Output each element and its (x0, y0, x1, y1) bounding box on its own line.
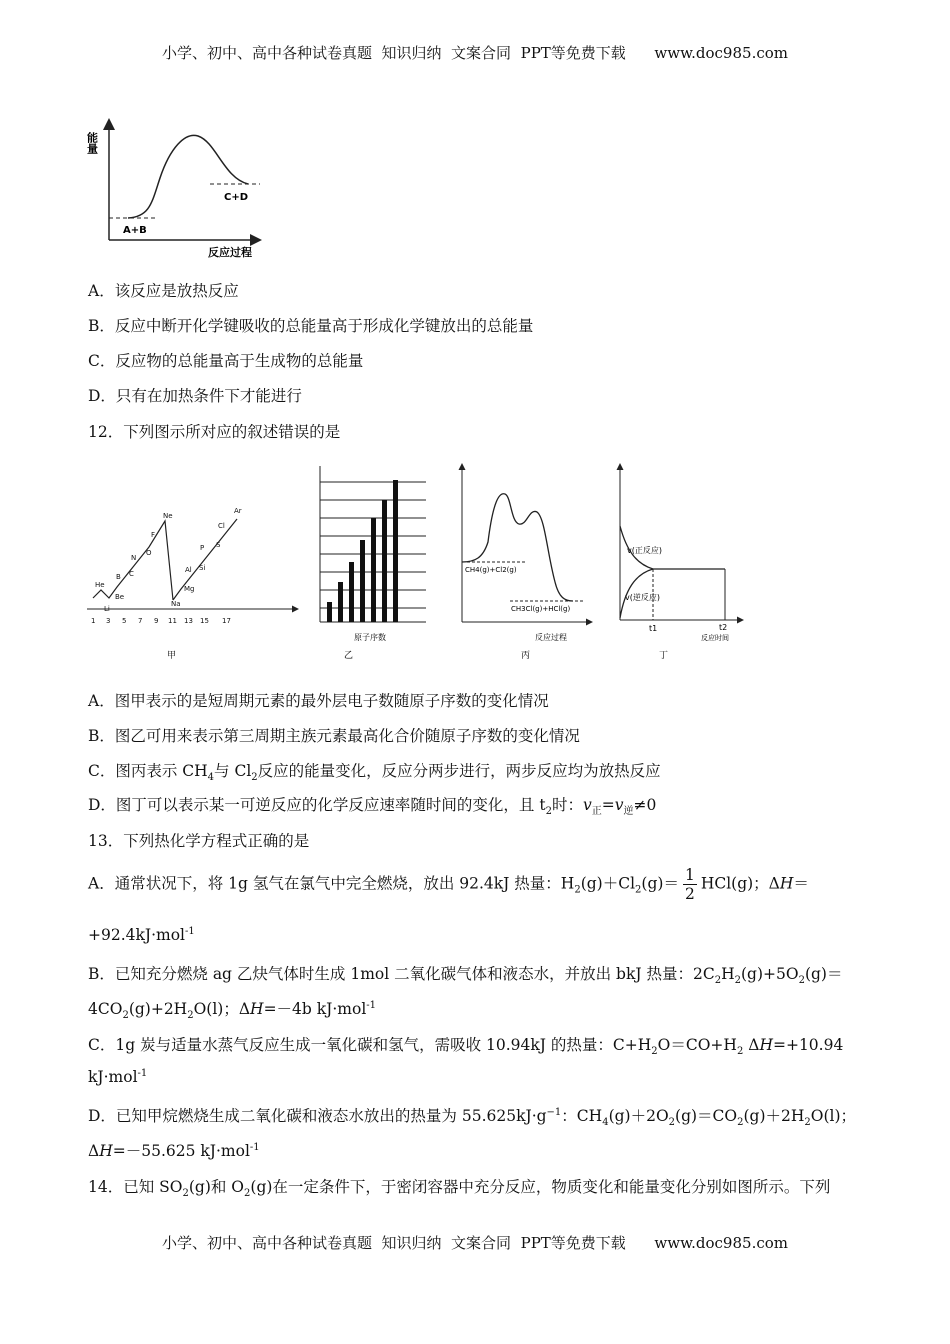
q11-option-a: A．该反应是放热反应 (88, 282, 239, 300)
tick-3: 3 (106, 617, 111, 625)
q13-option-a-line2: +92.4kJ·mol$^{-1}$ (88, 926, 195, 945)
q11-option-c: C．反应物的总能量高于生成物的总能量 (88, 352, 364, 370)
forward-label: v(正反应) (627, 546, 662, 555)
tick-17: 17 (222, 617, 231, 625)
element-li: Li (104, 605, 110, 613)
element-ne: Ne (163, 512, 173, 520)
element-f: F (151, 531, 156, 539)
q13-option-c-line2: kJ·mol$^{-1}$ (88, 1068, 148, 1087)
tick-7: 7 (138, 617, 143, 625)
element-p: P (200, 544, 205, 552)
bar-6 (382, 500, 387, 622)
bar-4 (360, 540, 365, 622)
x-axis-label: 反应时间 (701, 634, 729, 642)
page-header: 小学、初中、高中各种试卷真题 知识归纳 文案合同 PPT等免费下载 www.doc985.com (161, 44, 788, 62)
element-ar: Ar (234, 507, 242, 515)
tick-15: 15 (200, 617, 209, 625)
page-footer: 小学、初中、高中各种试卷真题 知识归纳 文案合同 PPT等免费下载 www.doc985.com (161, 1234, 788, 1252)
bar-5 (371, 518, 376, 622)
q13-option-d-line1: D．已知甲烷燃烧生成二氧化碳和液态水放出的热量为 $55.625kJ\cdot g^{-1}$：$CH_4(g)+2O_2(g)=CO_2(g)+2H_2O(l)$； (88, 1106, 857, 1129)
caption-ding: 丁 (659, 651, 669, 661)
tick-1: 1 (91, 617, 96, 625)
product-label: CH3Cl(g)+HCl(g) (511, 605, 571, 613)
element-b: B (116, 573, 121, 581)
x-axis-label: 原子序数 (354, 633, 386, 642)
x-axis-label: 反应过程 (208, 246, 252, 259)
q12-option-d: D．图丁可以表示某一可逆反应的化学反应速率随时间的变化，且 $t_2$时：$v_正=v_逆\ne 0$ (88, 796, 657, 818)
tick-5: 5 (122, 617, 127, 625)
q11-option-b: B．反应中断开化学键吸收的总能量高于形成化学键放出的总能量 (88, 317, 534, 335)
energy-curve (128, 135, 248, 218)
element-si: Si (199, 564, 206, 572)
element-n: N (131, 554, 137, 562)
caption-yi: 乙 (344, 651, 354, 661)
figure-jia (85, 500, 300, 665)
q12-option-c: C．图丙表示 $CH_4$与 $Cl_2$反应的能量变化，反应分两步进行，两步反应均为放热反应 (88, 762, 661, 784)
tick-9: 9 (154, 617, 159, 625)
caption-jia: 甲 (167, 651, 177, 661)
q14-stem: 14．已知 $SO_2(g)$和 $O_2(g)$在一定条件下，于密闭容器中充分反应，物质变化和能量变化分别如图所示。下列 (88, 1178, 831, 1200)
t2-label: t2 (719, 623, 728, 632)
bar-3 (349, 562, 354, 622)
bar-7 (393, 480, 398, 622)
figure-yi (318, 462, 430, 662)
product-label: C+D (224, 192, 249, 203)
figure-bing (455, 462, 595, 662)
reactant-label: CH4(g)+Cl2(g) (465, 566, 517, 574)
q11-option-d: D．只有在加热条件下才能进行 (88, 387, 302, 405)
q13-option-a-line1: A．通常状况下，将 1g 氢气在氯气中完全燃烧，放出 92.4kJ 热量：$H_2(g)+Cl_2(g)=$ $\frac{1}{2}$ HCl(g)；ΔH＝ (88, 866, 809, 903)
element-he: He (95, 581, 105, 589)
element-c: C (129, 570, 134, 578)
element-na: Na (171, 600, 181, 608)
reverse-label: v(逆反应) (625, 593, 660, 602)
element-al: Al (185, 566, 192, 574)
energy-diagram-q11 (85, 118, 270, 263)
figure-ding (605, 462, 745, 662)
tick-11: 11 (168, 617, 177, 625)
q13-option-d-line2: ΔH=－55.625 kJ·mol$^{-1}$ (88, 1141, 260, 1160)
q13-option-b-line1: B．已知充分燃烧 ag 乙炔气体时生成 1mol 二氧化碳气体和液态水，并放出 bkJ 热量：$2C_2H_2(g)+5O_2(g)=$ (88, 965, 843, 987)
element-o: O (146, 549, 152, 557)
q12-option-b: B．图乙可用来表示第三周期主族元素最高化合价随原子序数的变化情况 (88, 727, 580, 745)
energy-curve (462, 494, 573, 601)
caption-bing: 丙 (521, 651, 531, 661)
q12-option-a: A．图甲表示的是短周期元素的最外层电子数随原子序数的变化情况 (88, 692, 549, 710)
bar-2 (338, 582, 343, 622)
q12-stem: 12．下列图示所对应的叙述错误的是 (88, 423, 341, 441)
element-mg: Mg (184, 585, 195, 593)
valence-line-2 (173, 519, 237, 600)
element-be: Be (115, 593, 125, 601)
t1-label: t1 (649, 624, 658, 633)
tick-13: 13 (184, 617, 193, 625)
q13-option-c-line1: C．1g 炭与适量水蒸气反应生成一氧化碳和氢气，需吸收 10.94kJ 的热量：$C+H_2O=CO+H_2$ ΔH=+10.94 (88, 1036, 844, 1058)
bar-1 (327, 602, 332, 622)
element-s: S (216, 541, 221, 549)
q13-stem: 13．下列热化学方程式正确的是 (88, 832, 310, 850)
x-axis-label: 反应过程 (535, 633, 567, 642)
element-cl: Cl (218, 522, 225, 530)
y-axis-label: 能量 (85, 132, 99, 154)
fraction-one-half: $\frac{1}{2}$ (684, 866, 695, 903)
q13-option-b-line2: $4CO_2(g)+2H_2O(l)$；ΔH=－4b kJ·mol$^{-1}$ (88, 999, 377, 1022)
reactant-label: A+B (123, 225, 147, 236)
